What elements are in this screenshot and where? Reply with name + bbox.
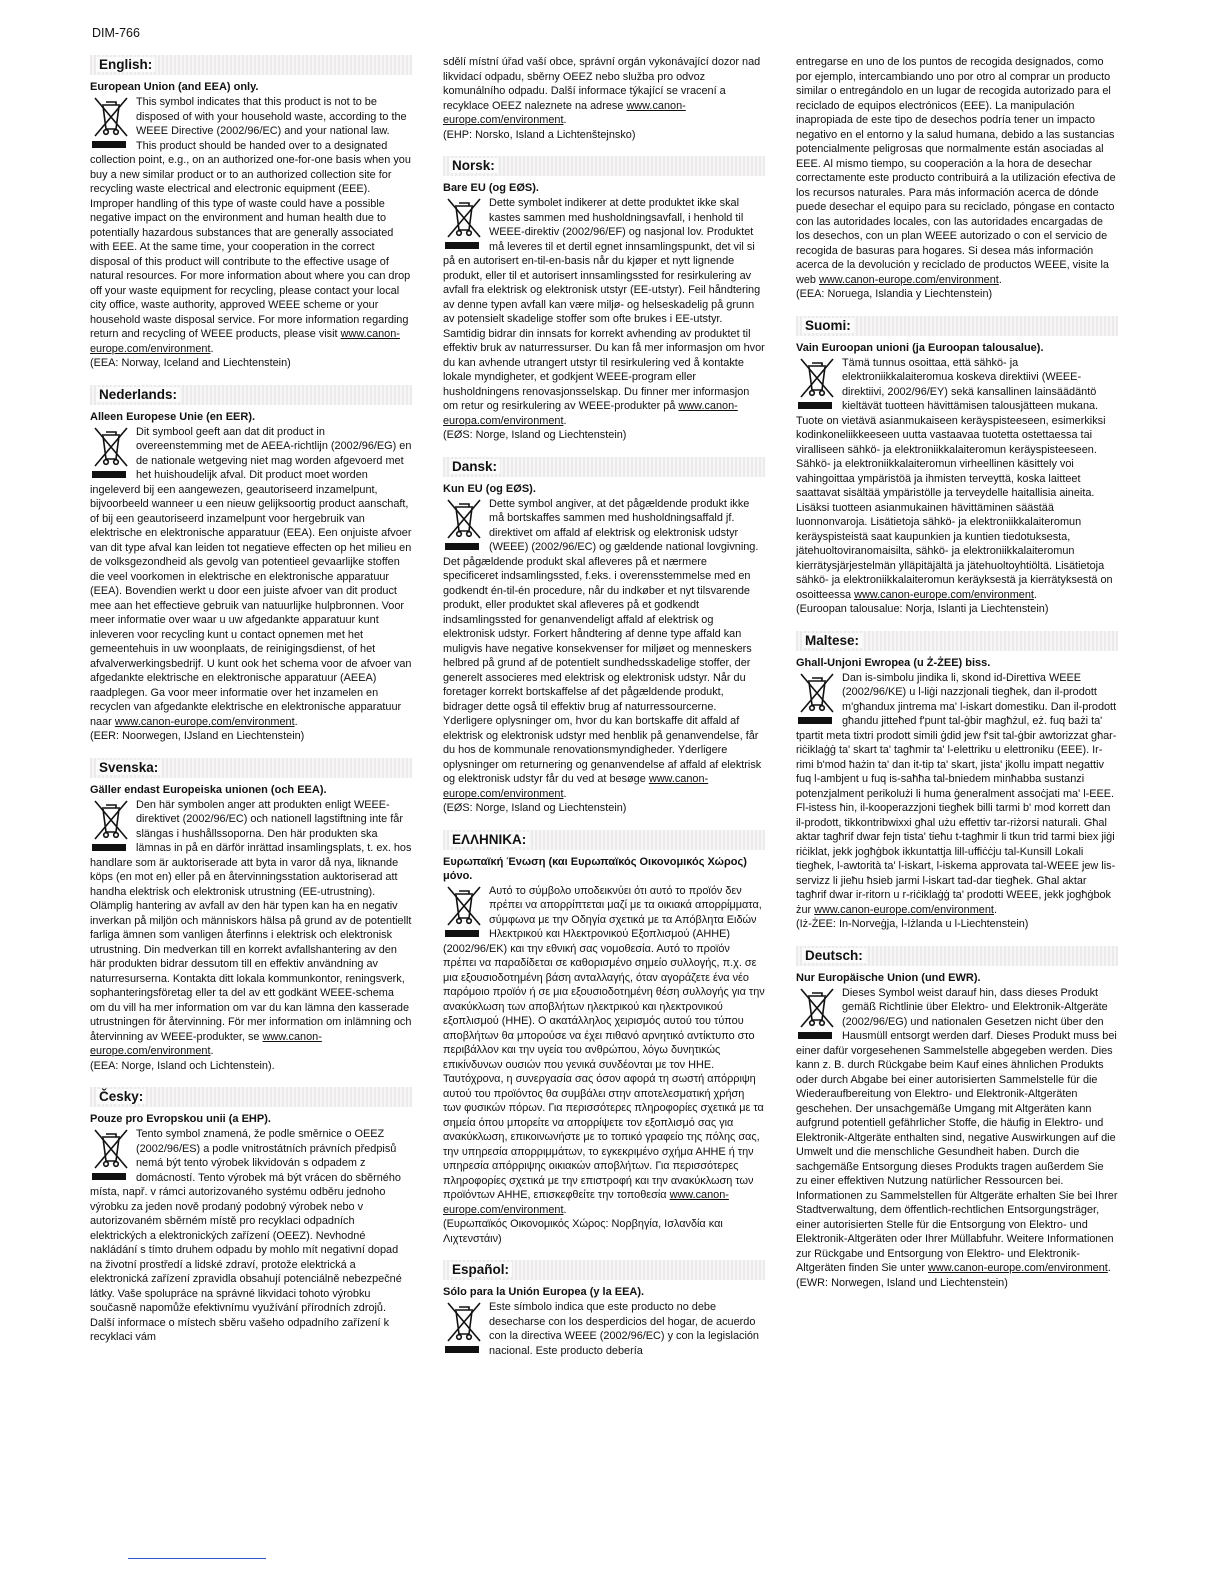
section-maltese: Maltese: Ghall-Unjoni Ewropea (u Ż-ŻEE) biss. Dan is-simbolu jindika li, skond id-Direttiva WEEE (2002/96/KE) u l-liġi nazzjonali tiegħek, dan il-prodott m'għandux jintrema ma' l-iskart domestiku. Dan il-prodott għandu jitteħed f'punt tal-ġbir magħżul, eż. fuq bażi ta' tpartit meta tixtri prodott simili ġdid jew f'sit tal-ġbir awtorizzat għar-riċiklaġġ ta' skart ta' tagħmir ta' l-elettriku u elettroniku (EEE). Ir-rimi b'mod ħażin ta' dan it-tip ta' skart, jista' jkollu impatt negattiv fuq l-ambjent u fuq is-saħħa tal-bniedem minħabba sustanzi potenzjalment perikolużi li huma ġeneralment assoċjati ma' l-EEE. Fl-istess ħin, il-kooperazzjoni tiegħek billi tarmi b' mod korrett dan il-prodott, tikkontribwixxi għal użu effettiv tar-riżorsi naturali. Għal aktar tagħrif dwar fejn tista' tieħu t-tagħmir li tkun trid tarmi biex jiġi riċiklat, jekk jogħġbok ikkuntattja lill-uffiċċju tal-Kunsill Lokali tiegħek, l-awtorità ta' l-iskart, l-iskema approvata tal-WEEE jew lis-servizz li jieħu ħsieb jarmi l-iskart tad-dar tiegħek. Għal aktar tagħrif dwar ir-ritorn u r-riċiklaġġ ta' prodotti WEEE, jekk jogħġbok żur www.canon-europe.com/environment. (Iż-ŻEE: In-Norveġja, l-Iżlanda u l-Liechtenstein) [796,632,1117,930]
language-heading: Suomi: [796,316,1118,336]
section-nederlands: Nederlands: Alleen Europese Unie (en EER). Dit symbool geeft aan dat dit product in overeenstemming met de AEEA-richtlijn (2002/96/EG) en de nationale wetgeving niet mag worden afgevoerd met het huishoudelijk afval. Dit product moet worden ingeleverd bij een aangewezen, geautoriseerd inzamelpunt, bijvoorbeeld wanneer u een nieuw gelijksoortig product aanschaft, of bij een geautoriseerd inzamelpunt voor hergebruik van elektrische en elektronische apparatuur (EEA). Een onjuiste afvoer van dit type afval kan leiden tot negatieve effecten op het milieu en de volksgezondheid als gevolg van potentieel gevaarlijke stoffen die veel voorkomen in elektrische en elektronische apparatuur (EEA). Bovendien werkt u door een juiste afvoer van dit product mee aan het effectieve gebruik van natuurlijke hulpbronnen. Voor meer informatie over waar u uw afgedankte apparatuur kunt inleveren voor recycling kunt u contact opnemen met het gemeentehuis in uw woonplaats, de reinigingsdienst, of het afvalverwerkingsbedrijf. U kunt ook het schema voor de afvoer van afgedankte elektrische en elektronische apparatuur (AEEA) raadplegen. Ga voor meer informatie over het inzamelen en recyclen van afgedankte elektrische en elektronische apparatuur naar www.canon-europe.com/environment. (EER: Noorwegen, IJsland en Liechtenstein) [90,386,412,742]
language-heading: Nederlands: [90,385,412,405]
weee-bin-icon [443,497,487,555]
weee-bin-icon [796,356,840,414]
weee-bin-icon [90,425,134,483]
region-note: (EØS: Norge, Island og Liechtenstein) [443,802,627,814]
region-note: (EEA: Norge, Island och Lichtenstein). [90,1059,275,1072]
scope-heading: European Union (and EEA) only. [90,81,259,93]
section-norsk: Norsk: Bare EU (og EØS). Dette symbolet indikerer at dette produktet ikke skal kastes sammen med husholdningsavfall, i henhold til WEEE-direktiv (2002/96/EF) og nasjonal lov. Produktet må leveres til et dertil egnet innsamlingspunkt, det vil si på en autorisert en-til-en-basis når du kjøper et nytt lignende produkt, eller til et autorisert innsamlingssted for resirkulering av avfall fra elektrisk og elektronisk utstyr (EE-utstyr). Feil håndtering av denne typen avfall kan være miljø- og helseskadelig på grunn av potensielt skadelige stoffer som ofte brukes i EE-utstyr. Samtidig bidrar din innsats for korrekt avhending av produktet til effektiv bruk av naturressurser. Du kan få mer informasjon om hvor du kan avhende utrangert utstyr til resirkulering ved å kontakte lokale myndigheter, et godkjent WEEE-program eller husholdningens renovasjonsselskap. Du finner mer informasjon om retur og resirkulering av WEEE-produkter på www.canon-europa.com/environment. (EØS: Norge, Island og Liechtenstein) [443,158,765,441]
scope-heading: Vain Euroopan unioni (ja Euroopan talousalue). [796,341,1044,354]
region-note: (Iż-ŻEE: In-Norveġja, l-Iżlanda u l-Liechtenstein) [796,918,1029,930]
language-heading: ΕΛΛΗΝΙΚΑ: [443,830,765,850]
scope-heading: Pouze pro Evropskou unii (a EHP). [90,1113,271,1125]
section-svenska: Svenska: Gäller endast Europeiska unionen (och EEA). Den här symbolen anger att produkten enligt WEEE-direktivet (2002/96/EC) och nationell lagstiftning inte får slängas i hushållssoporna. Den här produkten ska lämnas in på en därför inrättad insamlingsplats, t. ex. hos handlare som är auktoriserade att byta in varor då nya, liknande köps (en mot en) eller på en återvinningsstation auktoriserad att handha elektrisk och elektronisk utrustning (EE-utrustning). Olämplig hantering av avfall av den här typen kan ha en negativ inverkan på miljön och människors hälsa på grund av de potentiellt farliga ämnen som vanligen återfinns i elektrisk och elektronisk utrustning. Din medverkan till en korrekt avfallshantering av den här produkten bidrar dessutom till en effektiv användning av naturresurserna. Kontakta ditt lokala kommunkontor, reningsverk, sophanteringsföretag eller ta del av ett godkänt WEEE-schema om du vill ha mer information om var du kan lämna den kasserade utrustningen för återvinning. För mer information om inlämning och återvinning av WEEE-produkter, se www.canon-europe.com/environment. (EEA: Norge, Island och Lichtenstein). [90,759,412,1072]
section-dansk: Dansk: Kun EU (og EØS). Dette symbol angiver, at det pågældende produkt ikke må bortskaffes sammen med husholdningsaffald jf. direktivet om affald af elektrisk og elektronisk udstyr (WEEE) (2002/96/EC) og gældende national lovgivning. Det pågældende produkt skal afleveres på et nærmere specificeret indsamlingssted, f.eks. i overensstemmelse med en godkendt én-til-én procedure, når du indkøber et nyt tilsvarende produkt, eller produktet skal afleveres på et godkendt indsamlingssted for genanvendeligt affald af elektrisk og elektronisk udstyr. Forkert håndtering af denne type affald kan muligvis have negative konsekvenser for miljøet og menneskers helbred på grund af de potentielt sundhedsskadelige stoffer, der generelt associeres med elektrisk og elektronisk udstyr. Når du foretager korrekt bortskaffelse af det pågældende produkt, bidrager dette også til effektiv brug af naturressourcerne. Yderligere oplysninger om, hvor du kan bortskaffe dit affald af elektrisk og elektronisk udstyr med henblik på genanvendelse, får du hos de kommunale renovationsmyndigheder. Yderligere oplysninger om returnering og genanvendelse af affald af elektrisk og elektronisk udstyr får du ved at besøge www.canon-europe.com/environment. (EØS: Norge, Island og Liechtenstein) [443,457,765,816]
language-heading: Česky: [90,1087,412,1107]
recycling-link[interactable]: www.canon-europe.com/environment [90,1030,322,1057]
recycling-link[interactable]: www.canon-europe.com/environment [443,773,709,800]
region-note: (EØS: Norge, Island og Liechtenstein) [443,429,627,441]
weee-bin-icon [90,95,134,153]
scope-heading: Gäller endast Europeiska unionen (och EEA). [90,783,327,796]
scope-heading: Alleen Europese Unie (en EER). [90,410,256,423]
section-deutsch: Deutsch: Nur Europäische Union (und EWR). Dieses Symbol weist darauf hin, dass dieses Produkt gemäß Richtlinie über Elektro- und Elektronik-Altgeräte (2002/96/EG) und nationalen Gesetzen nicht über den Hausmüll entsorgt werden darf. Dieses Produkt muss bei einer dafür vorgesehenen Sammelstelle abgegeben werden. Dies kann z. B. durch Rückgabe beim Kauf eines ähnlichen Produkts oder durch Abgabe bei einer autorisierten Sammelstelle für die Wiederaufbereitung von Elektro- und Elektronik-Altgeräten geschehen. Der unsachgemäße Umgang mit Altgeräten kann aufgrund potentiell gefährlicher Stoffe, die häufig in Elektro- und Elektronik-Altgeräte enthalten sind, negative Auswirkungen auf die Umwelt und die menschliche Gesundheit haben. Durch die sachgemäße Entsorgung dieses Produkts tragen außerdem Sie zu einer effektiven Nutzung natürlicher Ressourcen bei. Informationen zu Sammelstellen für Altgeräte erhalten Sie bei Ihrer Stadtverwaltung, dem öffentlich-rechtlichen Entsorgungsträger, einer autorisierten Stelle für die Entsorgung von Elektro- und Elektronik-Altgeräten oder Ihrer Müllabfuhr. Weitere Informationen zur Rückgabe und Entsorgung von Elektro- und Elektronik-Altgeräten finden Sie unter www.canon-europe.com/environment. (EWR: Norwegen, Island und Liechtenstein) [796,947,1118,1289]
weee-bin-icon [443,884,487,942]
region-note: (EEA: Norway, Iceland and Liechtenstein) [90,357,291,369]
language-heading: Español: [443,1260,765,1280]
scope-heading: Bare EU (og EØS). [443,182,539,194]
region-note: (EEA: Noruega, Islandia y Liechtenstein) [796,288,993,300]
weee-bin-icon [90,798,134,856]
recycling-link[interactable]: www.canon-europe.com/environment [443,99,686,126]
region-note: (EHP: Norsko, Island a Lichtenštejnsko) [443,128,636,141]
recycling-link[interactable]: www.canon-europe.com/environment [819,273,999,286]
section-espanol: Español: Sólo para la Unión Europea (y la EEA). Este símbolo indica que este producto no debe desecharse con los desperdicios del hogar, de acuerdo con la directiva WEEE (2002/96/EC) y con la legislación nacional. Este producto debería [443,1260,765,1358]
weee-bin-icon [443,196,487,254]
region-note: (Euroopan talousalue: Norja, Islanti ja Liechtenstein) [796,603,1049,615]
language-heading: Deutsch: [796,946,1118,966]
scope-heading: Kun EU (og EØS). [443,482,536,495]
document-id: DIM-766 [92,26,140,40]
weee-bin-icon [443,1300,487,1358]
recycling-link[interactable]: www.canon-europe.com/environment [814,903,994,916]
region-note: (EWR: Norwegen, Island und Liechtenstein) [796,1276,1008,1289]
weee-bin-icon [90,1127,134,1185]
section-cesky [90,1087,412,1345]
language-heading: English: [90,55,412,75]
section-espanol-continued: entregarse en uno de los puntos de recogida designados, como por ejemplo, intercambiando uno por otro al comprar un producto similar o entregándolo en un lugar de recogida autorizado para el reciclado de equipos electrónicos (EEE). La manipulación inapropiada de este tipo de desechos podría tener un impacto negativo en el entorno y la salud humana, debido a las sustancias potencialmente peligrosas que normalmente están asociadas al EEE. Al mismo tiempo, su cooperación a la hora de desechar correctamente este producto contribuirá a la utilización efectiva de los recursos naturales. Para más información acerca de dónde puede desechar el equipo para su reciclado, póngase en contacto con las autoridades locales, con las autoridades encargadas de los desechos, con un plan WEEE autorizado o con el servicio de recogida de basuras para hogares. Si desea más información acerca de la devolución y reciclado de productos WEEE, visite la web www.canon-europe.com/environment. (EEA: Noruega, Islandia y Liechtenstein) [796,56,1116,300]
recycling-link[interactable]: www.canon-europe.com/environment [443,1189,729,1216]
recycling-link[interactable]: www.canon-europe.com/environment [114,715,295,728]
recycling-link[interactable]: www.canon-europe.com/environment [928,1262,1108,1274]
recycling-link[interactable]: www.canon-europe.com/environment [854,588,1034,601]
column-2 [443,55,765,1358]
language-heading: Svenska: [90,758,412,778]
weee-bin-icon [796,986,840,1044]
section-greek: ΕΛΛΗΝΙΚΑ: Ευρωπαϊκή Ένωση (και Ευρωπαϊκός Οικονομικός Χώρος) μόνο. Αυτό το σύμβολο υποδεικνύει ότι αυτό το προϊόν δεν πρέπει να απορρίπτεται μαζί με τα οικιακά απορρίμματα, σύμφωνα με την Οδηγία σχετικά με τα Απόβλητα Ειδών Ηλεκτρικού και Ηλεκτρονικού Εξοπλισμού (ΑΗΗΕ) (2002/96/ΕΚ) και την εθνική σας νομοθεσία. Αυτό το προϊόν πρέπει να παραδίδεται σε καθορισμένο σημείο συλλογής, π.χ. σε μια εξουσιοδοτημένη βάση ανταλλαγής, όταν αγοράζετε ένα νέο παρόμοιο προϊόν ή σε μια εξουσιοδοτημένη θέση συλλογής για την ανακύκλωση των αποβλήτων ηλεκτρικού και ηλεκτρονικού εξοπλισμού (ΗΗΕ). Ο ακατάλληλος χειρισμός αυτού του τύπου αποβλήτων θα μπορούσε να έχει πιθανό αρνητικό αντίκτυπο στο περιβάλλον και την υγεία του ανθρώπου, λόγω δυνητικώς επικίνδυνων ουσιών που γενικά συνδέονται με τον ΗΗΕ. Ταυτόχρονα, η συνεργασία σας όσον αφορά τη σωστή απόρριψη αυτού του προϊόντος θα συμβάλει στην αποτελεσματική χρήση των φυσικών πόρων. Για περισσότερες πληροφορίες σχετικά με τα σημεία όπου μπορείτε να απορρίψετε τον εξοπλισμό σας για ανακύκλωση, επικοινωνήστε με το τοπικό γραφείο της πόλης σας, την υπηρεσία απορριμμάτων, το εγκεκριμένο σχήμα ΑΗΗΕ ή την υπηρεσία απόρριψης οικιακών αποβλήτων. Για περισσότερες πληροφορίες σχετικά με την επιστροφή και την ανακύκλωση των προϊόντων ΑΗΗΕ, επισκεφθείτε την τοποθεσία www.canon-europe.com/environment. (Ευρωπαϊκός Οικονομικός Χώρος: Νορβηγία, Ισλανδία και Λιχτενστάιν) [443,831,765,1245]
region-note: (Ευρωπαϊκός Οικονομικός Χώρος: Νορβηγία, Ισλανδία και Λιχτενστάιν) [443,1218,723,1245]
region-note: (EER: Noorwegen, IJsland en Liechtenstein) [90,730,305,742]
section-cesky-continued: sdělí místní úřad vaší obce, správní orgán vykonávající dozor nad likvidací odpadu, sběrny OEEZ nebo služba pro odvoz komunálního odpadu. Další informace týkající se vracení a recyklace OEEZ naleznete na adrese www.canon-europe.com/environment. (EHP: Norsko, Island a Lichtenštejnsko) [443,56,761,141]
scope-heading: Ghall-Unjoni Ewropea (u Ż-ŻEE) biss. [796,656,991,669]
scope-heading: Sólo para la Unión Europea (y la EEA). [443,1286,645,1298]
cesky-body-part1: Tento symbol znamená, že podle směrnice o OEEZ (2002/96/ES) a podle vnitrostátních právních předpisů nemá být tento výrobek likvidován s odpadem z domácností. Tento výrobek má být vrácen do sběrného místa, např. v rámci autorizovaného systému odběru jednoho výrobku za jeden nově prodaný podobný výrobek nebo v autorizovaném sběrném místě pro recyklaci odpadních elektrických a elektronických zařízení (OEEZ). Nevhodné nakládání s tímto druhem odpadu by mohlo mít negativní dopad na životní prostředí a lidské zdraví, protože elektrická a elektronická zařízení zpravidla obsahují potenciálně nebezpečné látky. Vaše spolupráce na správné likvidaci tohoto výrobku současně napomůže efektivnímu využívání přírodních zdrojů. Další informace o místech sběru vašeho odpadního zařízení k recyklaci vám [90,1128,402,1343]
scope-heading: Nur Europäische Union (und EWR). [796,971,981,984]
weee-bin-icon [796,671,840,729]
language-heading: Dansk: [443,457,765,477]
recycling-link[interactable]: www.canon-europa.com/environment [443,400,738,427]
column-3 [796,55,1118,1290]
recycling-link[interactable]: www.canon-europe.com/environment [90,328,400,355]
section-suomi: Suomi: Vain Euroopan unioni (ja Euroopan talousalue). Tämä tunnus osoittaa, että sähkö- ja elektroniikkalaiteromua koskeva direktiivi (WEEE-direktiivi, 2002/96/EY) sekä kansallinen lainsäädäntö kieltävät tuotteen hävittämisen talousjätteen mukana. Tuote on vietävä asianmukaiseen keräyspisteeseen, esimerkiksi kodinkoneliikkeeseen uutta vastaavaa tuotetta ostettaessa tai viralliseen sähkö- ja elektroniikkalaiteromun keräyspisteeseen. Sähkö- ja elektroniikkalaiteromun virheellinen käsittely voi vahingoittaa ympäristöä ja ihmisten terveyttä, koska laitteet saattavat sisältää ympäristölle ja terveydelle haitallisia aineita. Lisäksi tuotteen asianmukainen hävittäminen säästää luonnonvaroja. Lisätietoja sähkö- ja elektroniikkalaiteromun keräyspisteistä saat kaupunkien ja kuntien tiedotuksesta, jätehuoltoviranomaisilta, sähkö- ja elektroniikkalaiteromun kierrätysjärjestelmän ylläpitäjältä ja jätehuoltoyhtiöltä. Lisätietoja sähkö- ja elektroniikkalaiteromun keräyksestä ja kierrätyksestä on osoitteessa www.canon-europe.com/environment. (Euroopan talousalue: Norja, Islanti ja Liechtenstein) [796,316,1118,617]
footer-rule [128,1558,266,1559]
section-english: English: European Union (and EEA) only. This symbol indicates that this product is not to be disposed of with your household waste, according to the WEEE Directive (2002/96/EC) and your national law. This product should be handed over to a designated collection point, e.g., on an authorized one-for-one basis when you buy a new similar product or to an authorized collection site for recycling waste electrical and electronic equipment (EEE). Improper handling of this type of waste could have a possible negative impact on the environment and human health due to potentially hazardous substances that are generally associated with EEE. At the same time, your cooperation in the correct disposal of this product will contribute to the effective usage of natural resources. For more information about where you can drop off your waste equipment for recycling, please contact your local city office, waste authority, approved WEEE scheme or your household waste disposal service. For more information regarding return and recycling of WEEE products, please visit www.canon-europe.com/environment. (EEA: Norway, Iceland and Liechtenstein) [90,57,411,369]
language-heading: Norsk: [443,156,765,176]
column-1 [90,55,412,1345]
language-heading: Maltese: [796,631,1118,651]
scope-heading: Ευρωπαϊκή Ένωση (και Ευρωπαϊκός Οικονομικός Χώρος) μόνο. [443,855,747,882]
